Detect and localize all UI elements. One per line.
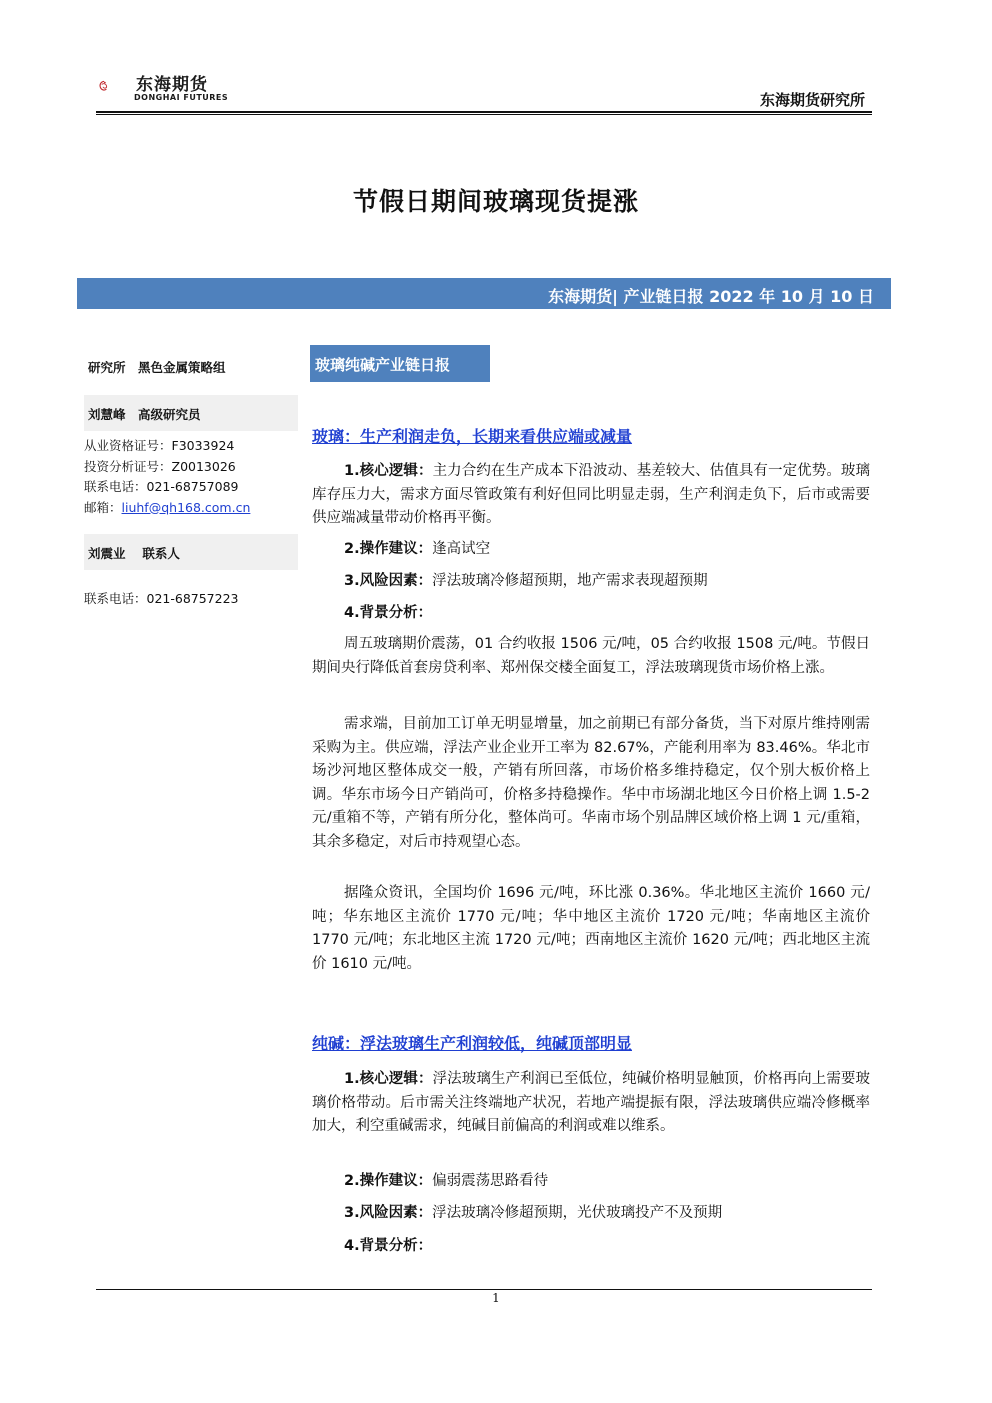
glass-op: 2.操作建议：逢高试空 bbox=[344, 541, 491, 557]
soda-bg-label: 4.背景分析： bbox=[344, 1238, 433, 1254]
report-band-text: 东海期货| 产业链日报 2022 年 10 月 10 日 bbox=[548, 287, 874, 306]
glass-bg2: 需求端，目前加工订单无明显增量，加之前期已有部分备货，当下对原片维持刚需采购为主。供应端，浮法产业企业开工率为 82.67%，产能利用率为 83.46%。华北市场沙河地区整体成交一般，产销有所回落，市场价格多维持稳定，仅个别大板价格上调。华东市场今日产销尚可，价格多持稳操作。华中市场湖北地区今日价格上调 1.5-2 元/重箱不等，产销有所分化，整体尚可。华南市场个别品牌区域价格上调 1 元/重箱，其余多稳定，对后市持观望心态。 bbox=[312, 716, 870, 850]
sidebar-analyst2-phone: 联系电话：021-68757223 bbox=[84, 591, 239, 606]
email-link[interactable]: liuhf@qh168.com.cn bbox=[121, 499, 251, 515]
credential-line: 投资分析证号：Z0013026 bbox=[84, 458, 236, 474]
soda-core: 1.核心逻辑：浮法玻璃生产利润已至低位，纯碱价格明显触顶，价格再向上需要玻璃价格带动。后市需关注终端地产状况，若地产端提振有限，浮法玻璃供应端冷修概率加大，利空重碱需求，纯碱目前偏高的利润或难以维系。 bbox=[312, 1071, 870, 1134]
glass-bg1: 周五玻璃期价震荡，01 合约收报 1506 元/吨，05 合约收报 1508 元/吨。节假日期间央行降低首套房贷利率、郑州保交楼全面复工，浮法玻璃现货市场价格上涨。 bbox=[312, 636, 870, 676]
logo-text: 东海期货 bbox=[136, 75, 208, 95]
institute-name: 东海期货研究所 bbox=[759, 91, 865, 109]
header-divider-thin bbox=[96, 114, 872, 115]
header-divider bbox=[96, 111, 872, 113]
logo-icon bbox=[98, 66, 138, 106]
sidebar-analyst1: 刘慧峰 高级研究员 bbox=[84, 395, 298, 431]
logo-subtext: DONGHAI FUTURES bbox=[134, 93, 229, 102]
glass-bg-label: 4.背景分析： bbox=[344, 605, 433, 621]
page-title: 节假日期间玻璃现货提涨 bbox=[352, 187, 639, 216]
sidebar-analyst1-info bbox=[84, 436, 298, 518]
email-line: 邮箱：liuhf@qh168.com.cn bbox=[84, 499, 251, 515]
soda-heading[interactable]: 纯碱：浮法玻璃生产利润较低，纯碱顶部明显 bbox=[312, 1034, 633, 1053]
glass-heading[interactable]: 玻璃：生产利润走负，长期来看供应端或减量 bbox=[312, 427, 633, 446]
sidebar-analyst2: 刘震业 联系人 bbox=[84, 534, 298, 570]
credential-line: 从业资格证号：F3033924 bbox=[84, 438, 235, 453]
glass-core: 1.核心逻辑：主力合约在生产成本下沿波动、基差较大、估值具有一定优势。玻璃库存压力大，需求方面尽管政策有利好但同比明显走弱，生产利润走负下，后市或需要供应端减量带动价格再平衡。 bbox=[312, 463, 870, 526]
page-number: 1 bbox=[492, 1291, 500, 1305]
footer-divider bbox=[96, 1289, 872, 1290]
soda-risk: 3.风险因素：浮法玻璃冷修超预期，光伏玻璃投产不及预期 bbox=[344, 1205, 723, 1221]
phone-line: 联系电话：021-68757089 bbox=[84, 479, 239, 494]
soda-op: 2.操作建议：偏弱震荡思路看待 bbox=[344, 1173, 549, 1189]
report-tag: 玻璃纯碱产业链日报 bbox=[310, 345, 490, 382]
glass-bg3: 据隆众资讯，全国均价 1696 元/吨，环比涨 0.36%。华北地区主流价 1660 元/吨；华东地区主流价 1770 元/吨；华中地区主流价 1720 元/吨；华南地区主流价 1770 元/吨；东北地区主流 1720 元/吨；西南地区主流价 1620 元/吨；西北地区主流价 1610 元/吨。 bbox=[312, 885, 870, 972]
sidebar-dept: 研究所 黑色金属策略组 bbox=[88, 360, 226, 375]
glass-risk: 3.风险因素：浮法玻璃冷修超预期，地产需求表现超预期 bbox=[344, 573, 708, 589]
